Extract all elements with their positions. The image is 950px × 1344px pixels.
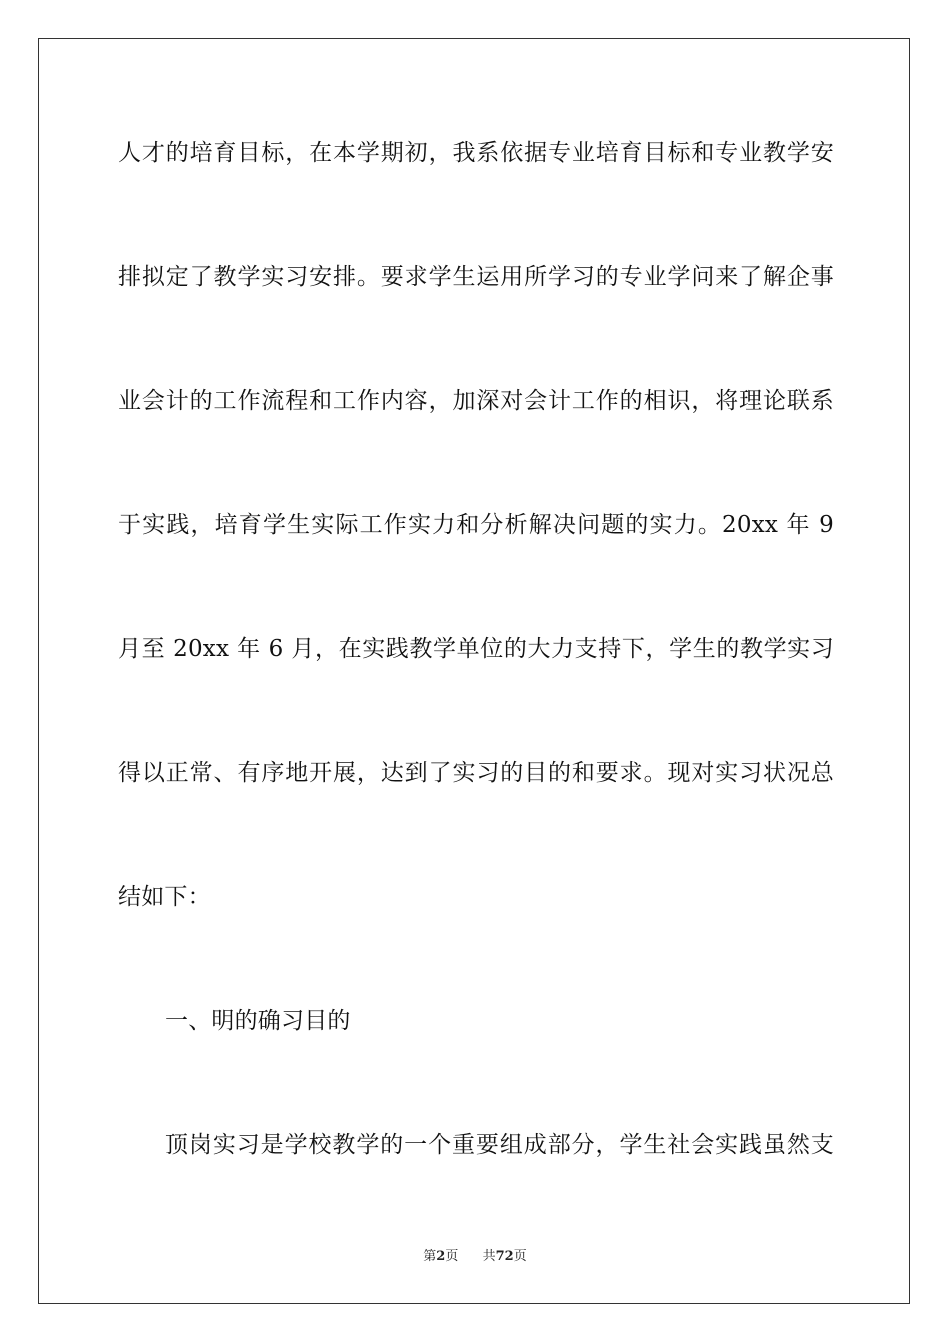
body-text-line: 得以正常、有序地开展，达到了实习的目的和要求。现对实习状况总 <box>118 760 834 786</box>
total-suffix: 页 <box>513 1249 527 1264</box>
body-text-line: 顶岗实习是学校教学的一个重要组成部分，学生社会实践虽然支 <box>165 1132 834 1158</box>
page-footer <box>0 1248 950 1266</box>
page-suffix: 页 <box>445 1249 459 1264</box>
section-heading: 一、明的确习目的 <box>165 1008 351 1034</box>
page-border <box>38 38 910 1304</box>
total-prefix: 共 <box>482 1249 496 1264</box>
page-prefix: 第 <box>423 1249 437 1264</box>
total-pages: 72 <box>495 1249 514 1264</box>
body-text-line: 排拟定了教学实习安排。要求学生运用所学习的专业学问来了解企事 <box>118 264 834 290</box>
page-number: 2 <box>436 1249 446 1264</box>
body-text-line: 业会计的工作流程和工作内容，加深对会计工作的相识，将理论联系 <box>118 388 834 414</box>
body-text-line: 于实践，培育学生实际工作实力和分析解决问题的实力。20xx 年 9 <box>118 512 834 538</box>
body-text-line: 月至 20xx 年 6 月，在实践教学单位的大力支持下，学生的教学实习 <box>118 636 834 662</box>
body-text-line: 人才的培育目标，在本学期初，我系依据专业培育目标和专业教学安 <box>118 140 834 166</box>
body-text-line: 结如下： <box>118 884 211 910</box>
